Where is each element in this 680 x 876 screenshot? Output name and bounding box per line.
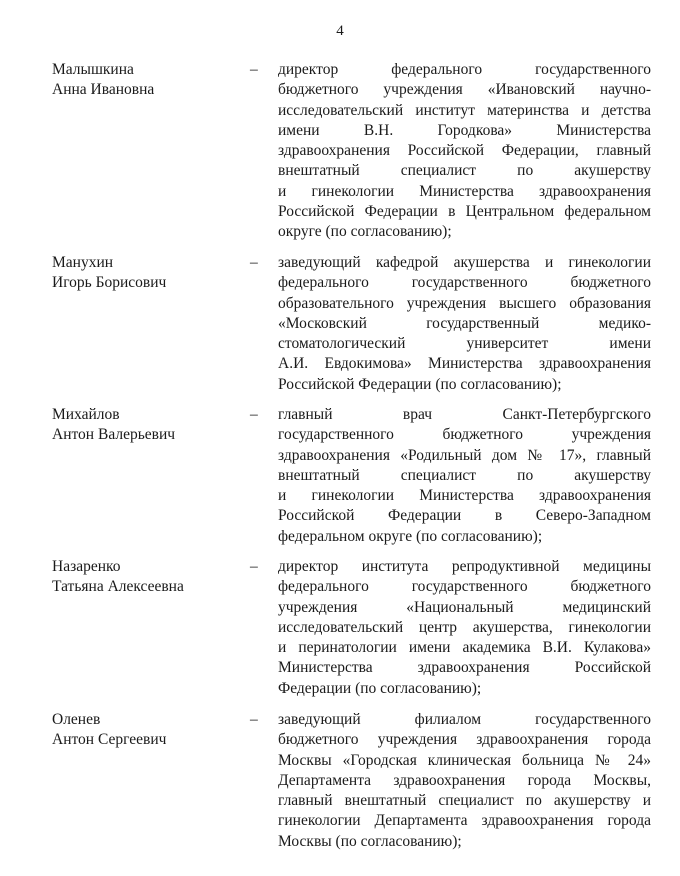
position-line: гинекологии Департамента здравоохранения города: [278, 812, 651, 830]
position-line: здравоохранения «Родильный дом № 17», главный: [278, 446, 651, 464]
member-position: [278, 710, 651, 852]
member-name: [52, 253, 242, 293]
position-line: стоматологический университет имени: [278, 335, 651, 353]
position-line: Федерации (по согласованию);: [278, 679, 482, 697]
member-position: [278, 60, 651, 243]
member-surname: Манухин: [52, 254, 114, 271]
position-line: А.И. Евдокимова» Министерства здравоохранения: [278, 355, 651, 373]
position-line: федерального государственного бюджетного: [278, 578, 651, 596]
member-name: [52, 557, 242, 597]
member-surname: Малышкина: [52, 61, 134, 78]
position-line: бюджетного учреждения «Ивановский научно-: [278, 81, 651, 99]
position-line: директор федерального государственного: [278, 61, 651, 78]
position-line: Департамента здравоохранения города Москвы,: [278, 771, 651, 789]
member-surname: Михайлов: [52, 406, 120, 423]
position-line: Москвы «Городская клиническая больница № 24»: [278, 751, 651, 769]
member-position: [278, 557, 651, 699]
position-line: заведующий филиалом государственного: [278, 711, 651, 728]
position-line: исследовательский центр акушерства, гинекологии: [278, 618, 651, 636]
separator-dash: –: [250, 711, 258, 728]
position-line: государственного бюджетного учреждения: [278, 426, 651, 444]
position-line: Российской Федерации в Северо-Западном: [278, 507, 651, 525]
position-line: и перинатологии имени академика В.И. Кулакова»: [278, 639, 651, 657]
position-line: учреждения «Национальный медицинский: [278, 598, 651, 616]
position-line: «Московский государственный медико-: [278, 314, 651, 332]
position-line: директор института репродуктивной медицины: [278, 558, 651, 575]
member-surname: Оленев: [52, 711, 101, 728]
member-given-names: Игорь Борисович: [52, 274, 167, 291]
member-name: [52, 405, 242, 445]
member-given-names: Анна Ивановна: [52, 81, 155, 98]
separator-dash: –: [250, 254, 258, 271]
member-name: [52, 710, 242, 750]
separator-dash: –: [250, 406, 258, 423]
position-line: внештатный специалист по акушерству: [278, 466, 651, 484]
separator-dash: –: [250, 558, 258, 575]
position-line: образовательного учреждения высшего образования: [278, 294, 651, 312]
member-given-names: Антон Сергеевич: [52, 731, 167, 748]
position-line: бюджетного учреждения здравоохранения города: [278, 731, 651, 749]
position-line: Российской Федерации (по согласованию);: [278, 375, 562, 393]
member-position: [278, 253, 651, 395]
position-line: Москвы (по согласованию);: [278, 832, 462, 850]
position-line: и гинекологии Министерства здравоохранения: [278, 182, 651, 200]
position-line: заведующий кафедрой акушерства и гинекологии: [278, 254, 651, 271]
position-line: округе (по согласованию);: [278, 223, 452, 241]
member-surname: Назаренко: [52, 558, 121, 575]
position-line: главный врач Санкт-Петербургского: [278, 406, 651, 423]
position-line: внештатный специалист по акушерству: [278, 162, 651, 180]
member-name: [52, 60, 242, 100]
member-given-names: Антон Валерьевич: [52, 426, 176, 443]
position-line: имени В.Н. Городкова» Министерства: [278, 121, 651, 139]
separator-dash: –: [250, 61, 258, 78]
position-line: исследовательский институт материнства и детства: [278, 101, 651, 119]
member-position: [278, 405, 651, 547]
position-line: Российской Федерации в Центральном федеральном: [278, 203, 651, 221]
member-given-names: Татьяна Алексеевна: [52, 578, 184, 595]
position-line: федеральном округе (по согласованию);: [278, 527, 543, 545]
position-line: здравоохранения Российской Федерации, главный: [278, 142, 651, 160]
position-line: главный внештатный специалист по акушерству и: [278, 792, 651, 810]
position-line: Министерства здравоохранения Российской: [278, 659, 651, 677]
position-line: федерального государственного бюджетного: [278, 274, 651, 292]
position-line: и гинекологии Министерства здравоохранения: [278, 487, 651, 505]
page-number: 4: [336, 23, 344, 39]
